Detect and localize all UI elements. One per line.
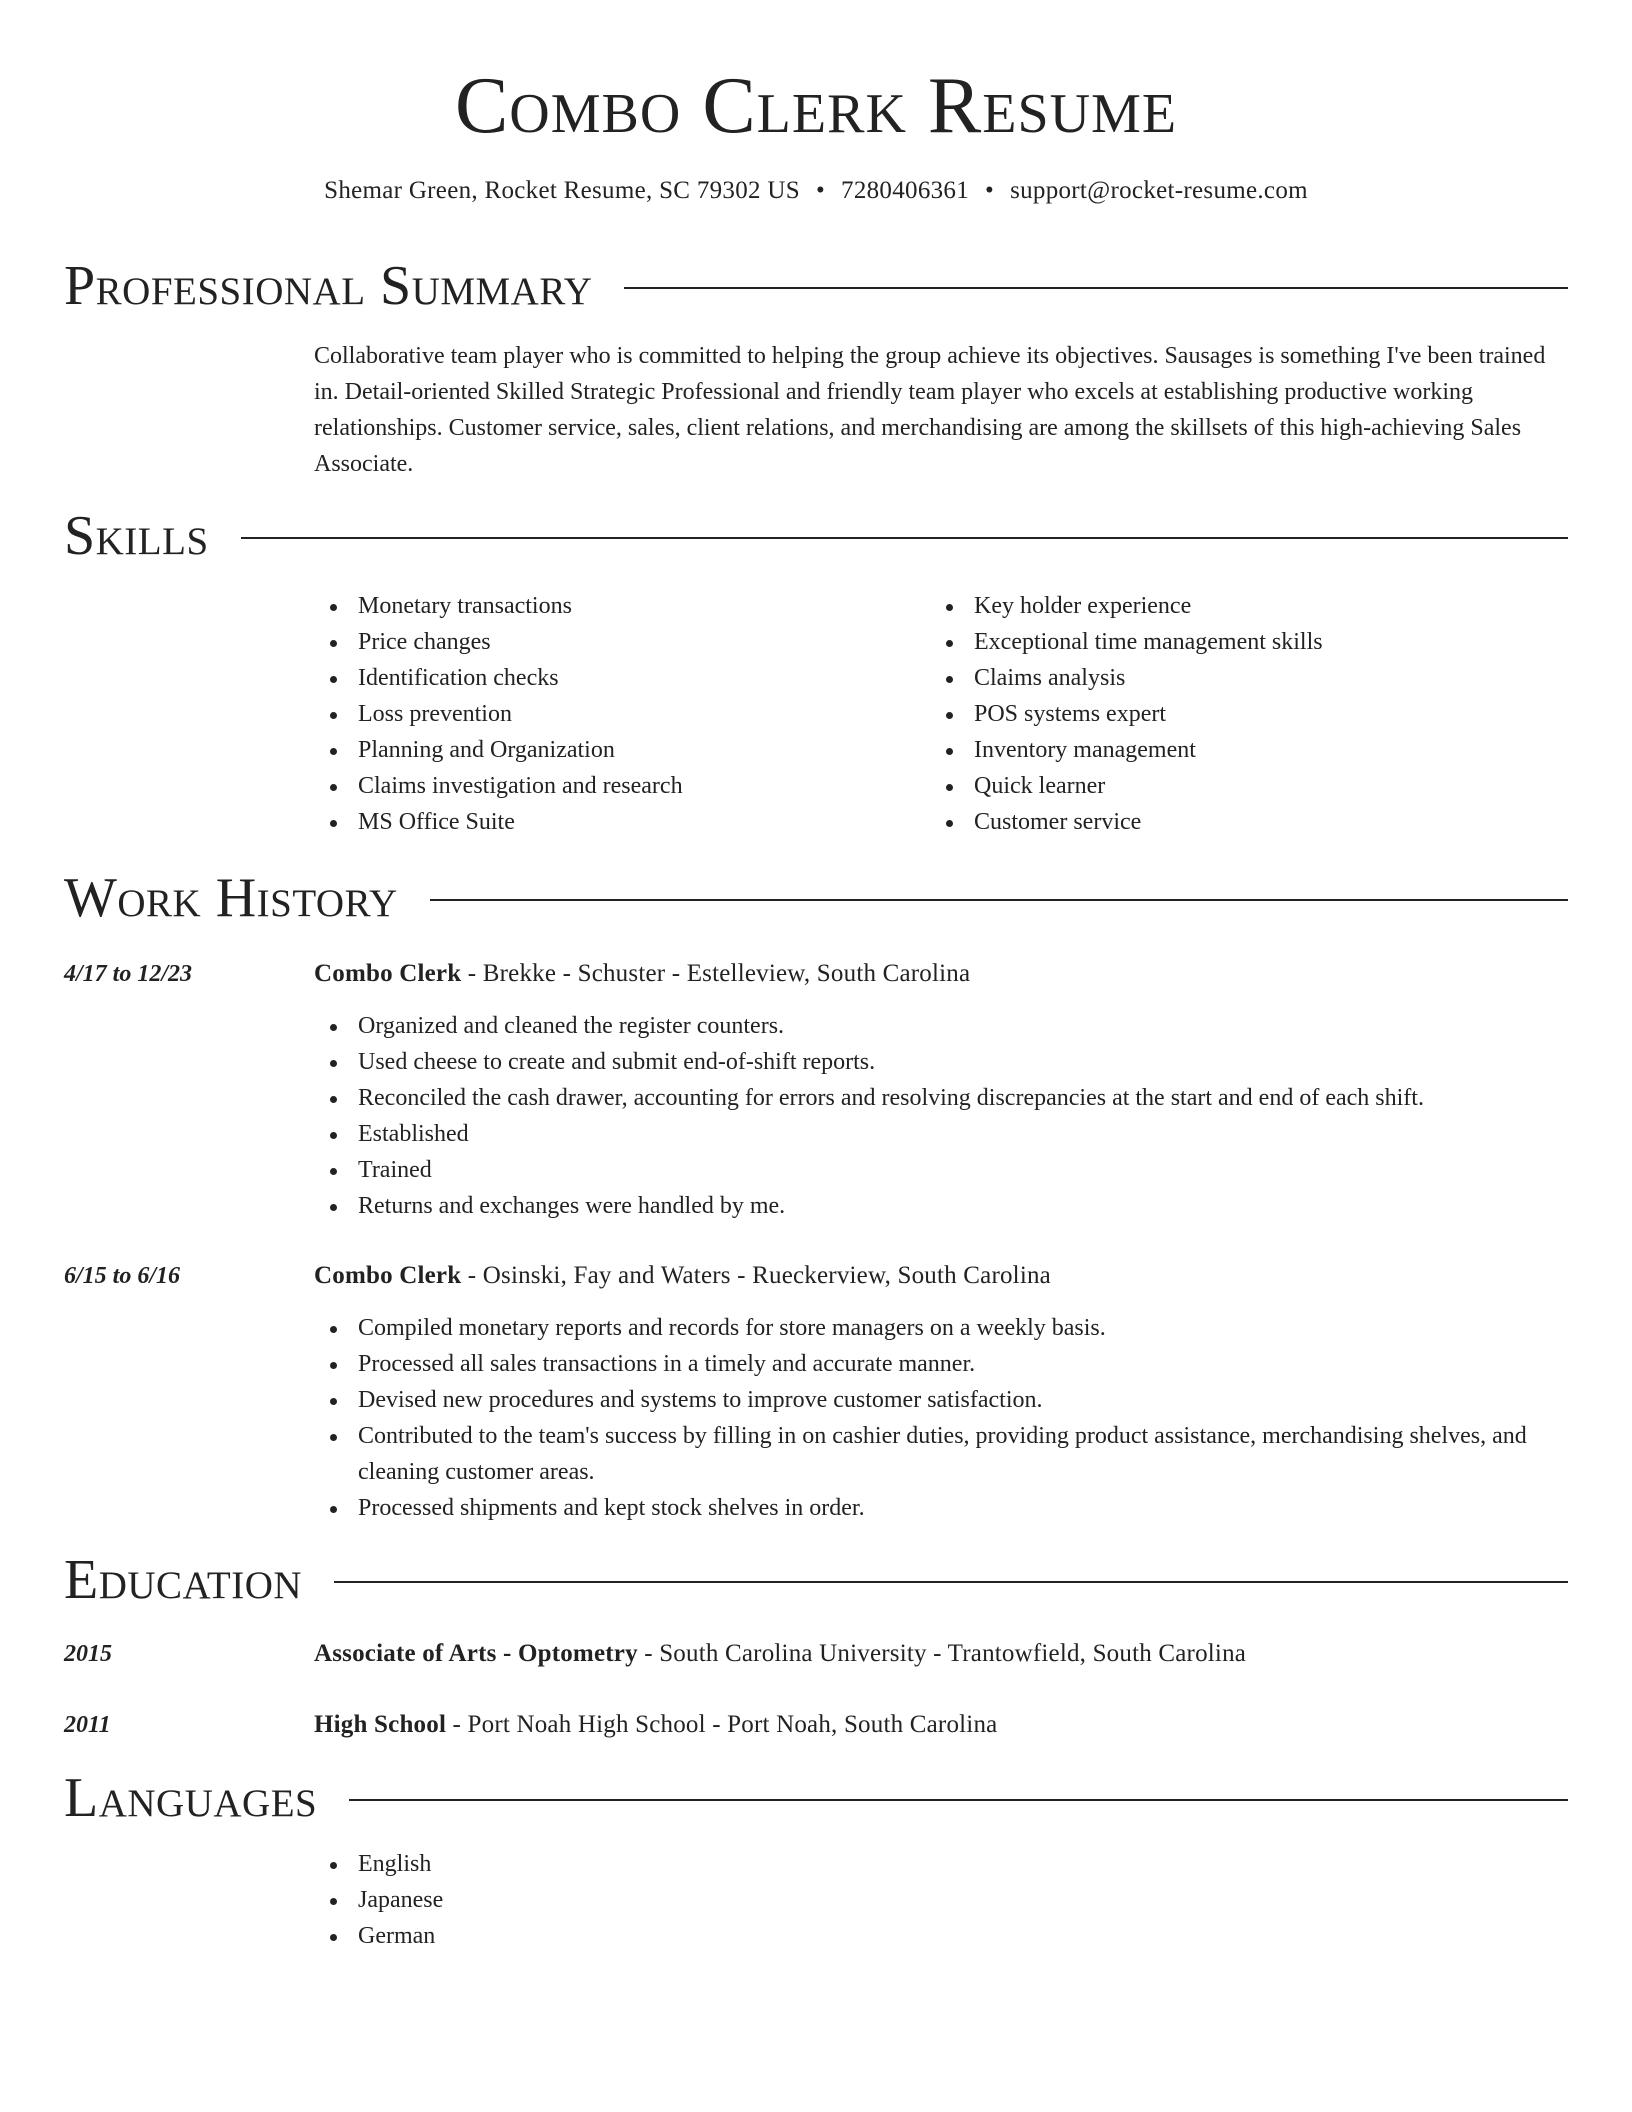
skill-item: Inventory management [974,732,1574,768]
summary-heading: Professional Summary [64,255,593,317]
summary-text: Collaborative team player who is committed to helping the group achieve its objectives. Sausages is something I've been trained in. Detail-oriented Skilled Strategic Professional and friendly team player who excels at establishing productive working relationships. Customer service, sales, client relations, and merchandising are among the skillsets of this high-achieving Sales Associate. [314,343,1546,477]
skills-list-right [930,588,1574,840]
list-item: Returns and exchanges were handled by me. [358,1188,1568,1224]
skill-item: Claims investigation and research [358,768,918,804]
job-details: - Osinski, Fay and Waters - Rueckerview, South Carolina [461,1262,1051,1289]
education-details: - Port Noah High School - Port Noah, South Carolina [446,1711,998,1738]
work-heading: Work History [64,867,398,929]
languages-heading: Languages [64,1767,318,1829]
skill-item: POS systems expert [974,696,1574,732]
education-degree: Associate of Arts - Optometry [314,1640,638,1667]
skills-heading: Skills [64,505,209,567]
skill-item: Customer service [974,804,1574,840]
education-details: - South Carolina University - Trantowfield, South Carolina [637,1640,1247,1667]
contact-separator: • [815,177,826,204]
list-item: Contributed to the team's success by filling in on cashier duties, providing product assistance, merchandising shelves, and cleaning customer areas. [358,1418,1568,1490]
skill-item: Claims analysis [974,660,1574,696]
list-item: Trained [358,1152,1568,1188]
job-title: Combo Clerk [314,960,462,987]
contact-line [0,173,1632,209]
skill-item: Loss prevention [358,696,918,732]
education-degree: High School [314,1711,447,1738]
job-bullets [314,1310,1568,1526]
list-item: Processed all sales transactions in a timely and accurate manner. [358,1346,1568,1382]
language-item: German [358,1918,1568,1954]
list-item: Reconciled the cash drawer, accounting for errors and resolving discrepancies at the start and end of each shift. [358,1080,1568,1116]
education-heading-row [64,1550,1568,1610]
education-entry [314,1707,1568,1743]
list-item: Used cheese to create and submit end-of-shift reports. [358,1044,1568,1080]
job-header [314,1258,1568,1294]
skill-item: Quick learner [974,768,1574,804]
skill-item: Exceptional time management skills [974,624,1574,660]
section-divider [334,1581,1568,1583]
language-item: Japanese [358,1882,1568,1918]
skill-item: Price changes [358,624,918,660]
skills-list-left [314,588,918,840]
skill-item: Planning and Organization [358,732,918,768]
education-entry [314,1636,1568,1672]
skill-item: Key holder experience [974,588,1574,624]
education-year: 2015 [64,1641,112,1667]
section-divider [241,537,1568,539]
languages-list [314,1846,1568,1954]
work-heading-row [64,868,1568,928]
job-bullets [314,1008,1568,1224]
summary-heading-row [64,256,1568,316]
skill-item: MS Office Suite [358,804,918,840]
contact-separator: • [985,177,995,204]
job-details: - Brekke - Schuster - Estelleview, South Carolina [461,960,971,987]
section-divider [624,287,1568,289]
resume-title: Combo Clerk Resume [454,62,1178,150]
list-item: Devised new procedures and systems to improve customer satisfaction. [358,1382,1568,1418]
education-heading: Education [64,1549,303,1611]
language-item: English [358,1846,1568,1882]
list-item: Established [358,1116,1568,1152]
skills-heading-row [64,506,1568,566]
contact-email: support@rocket-resume.com [1010,177,1308,204]
contact-address: Shemar Green, Rocket Resume, SC 79302 US [324,177,800,204]
section-divider [349,1799,1568,1801]
languages-heading-row [64,1768,1568,1828]
skill-item: Identification checks [358,660,918,696]
job-dates: 4/17 to 12/23 [64,961,193,987]
job-dates: 6/15 to 6/16 [64,1263,181,1289]
job-header [314,956,1568,992]
list-item: Processed shipments and kept stock shelves in order. [358,1490,1568,1526]
skill-item: Monetary transactions [358,588,918,624]
list-item: Organized and cleaned the register counters. [358,1008,1568,1044]
list-item: Compiled monetary reports and records for store managers on a weekly basis. [358,1310,1568,1346]
section-divider [430,899,1568,901]
contact-phone: 7280406361 [841,177,970,204]
job-title: Combo Clerk [314,1262,462,1289]
education-year: 2011 [64,1712,111,1738]
